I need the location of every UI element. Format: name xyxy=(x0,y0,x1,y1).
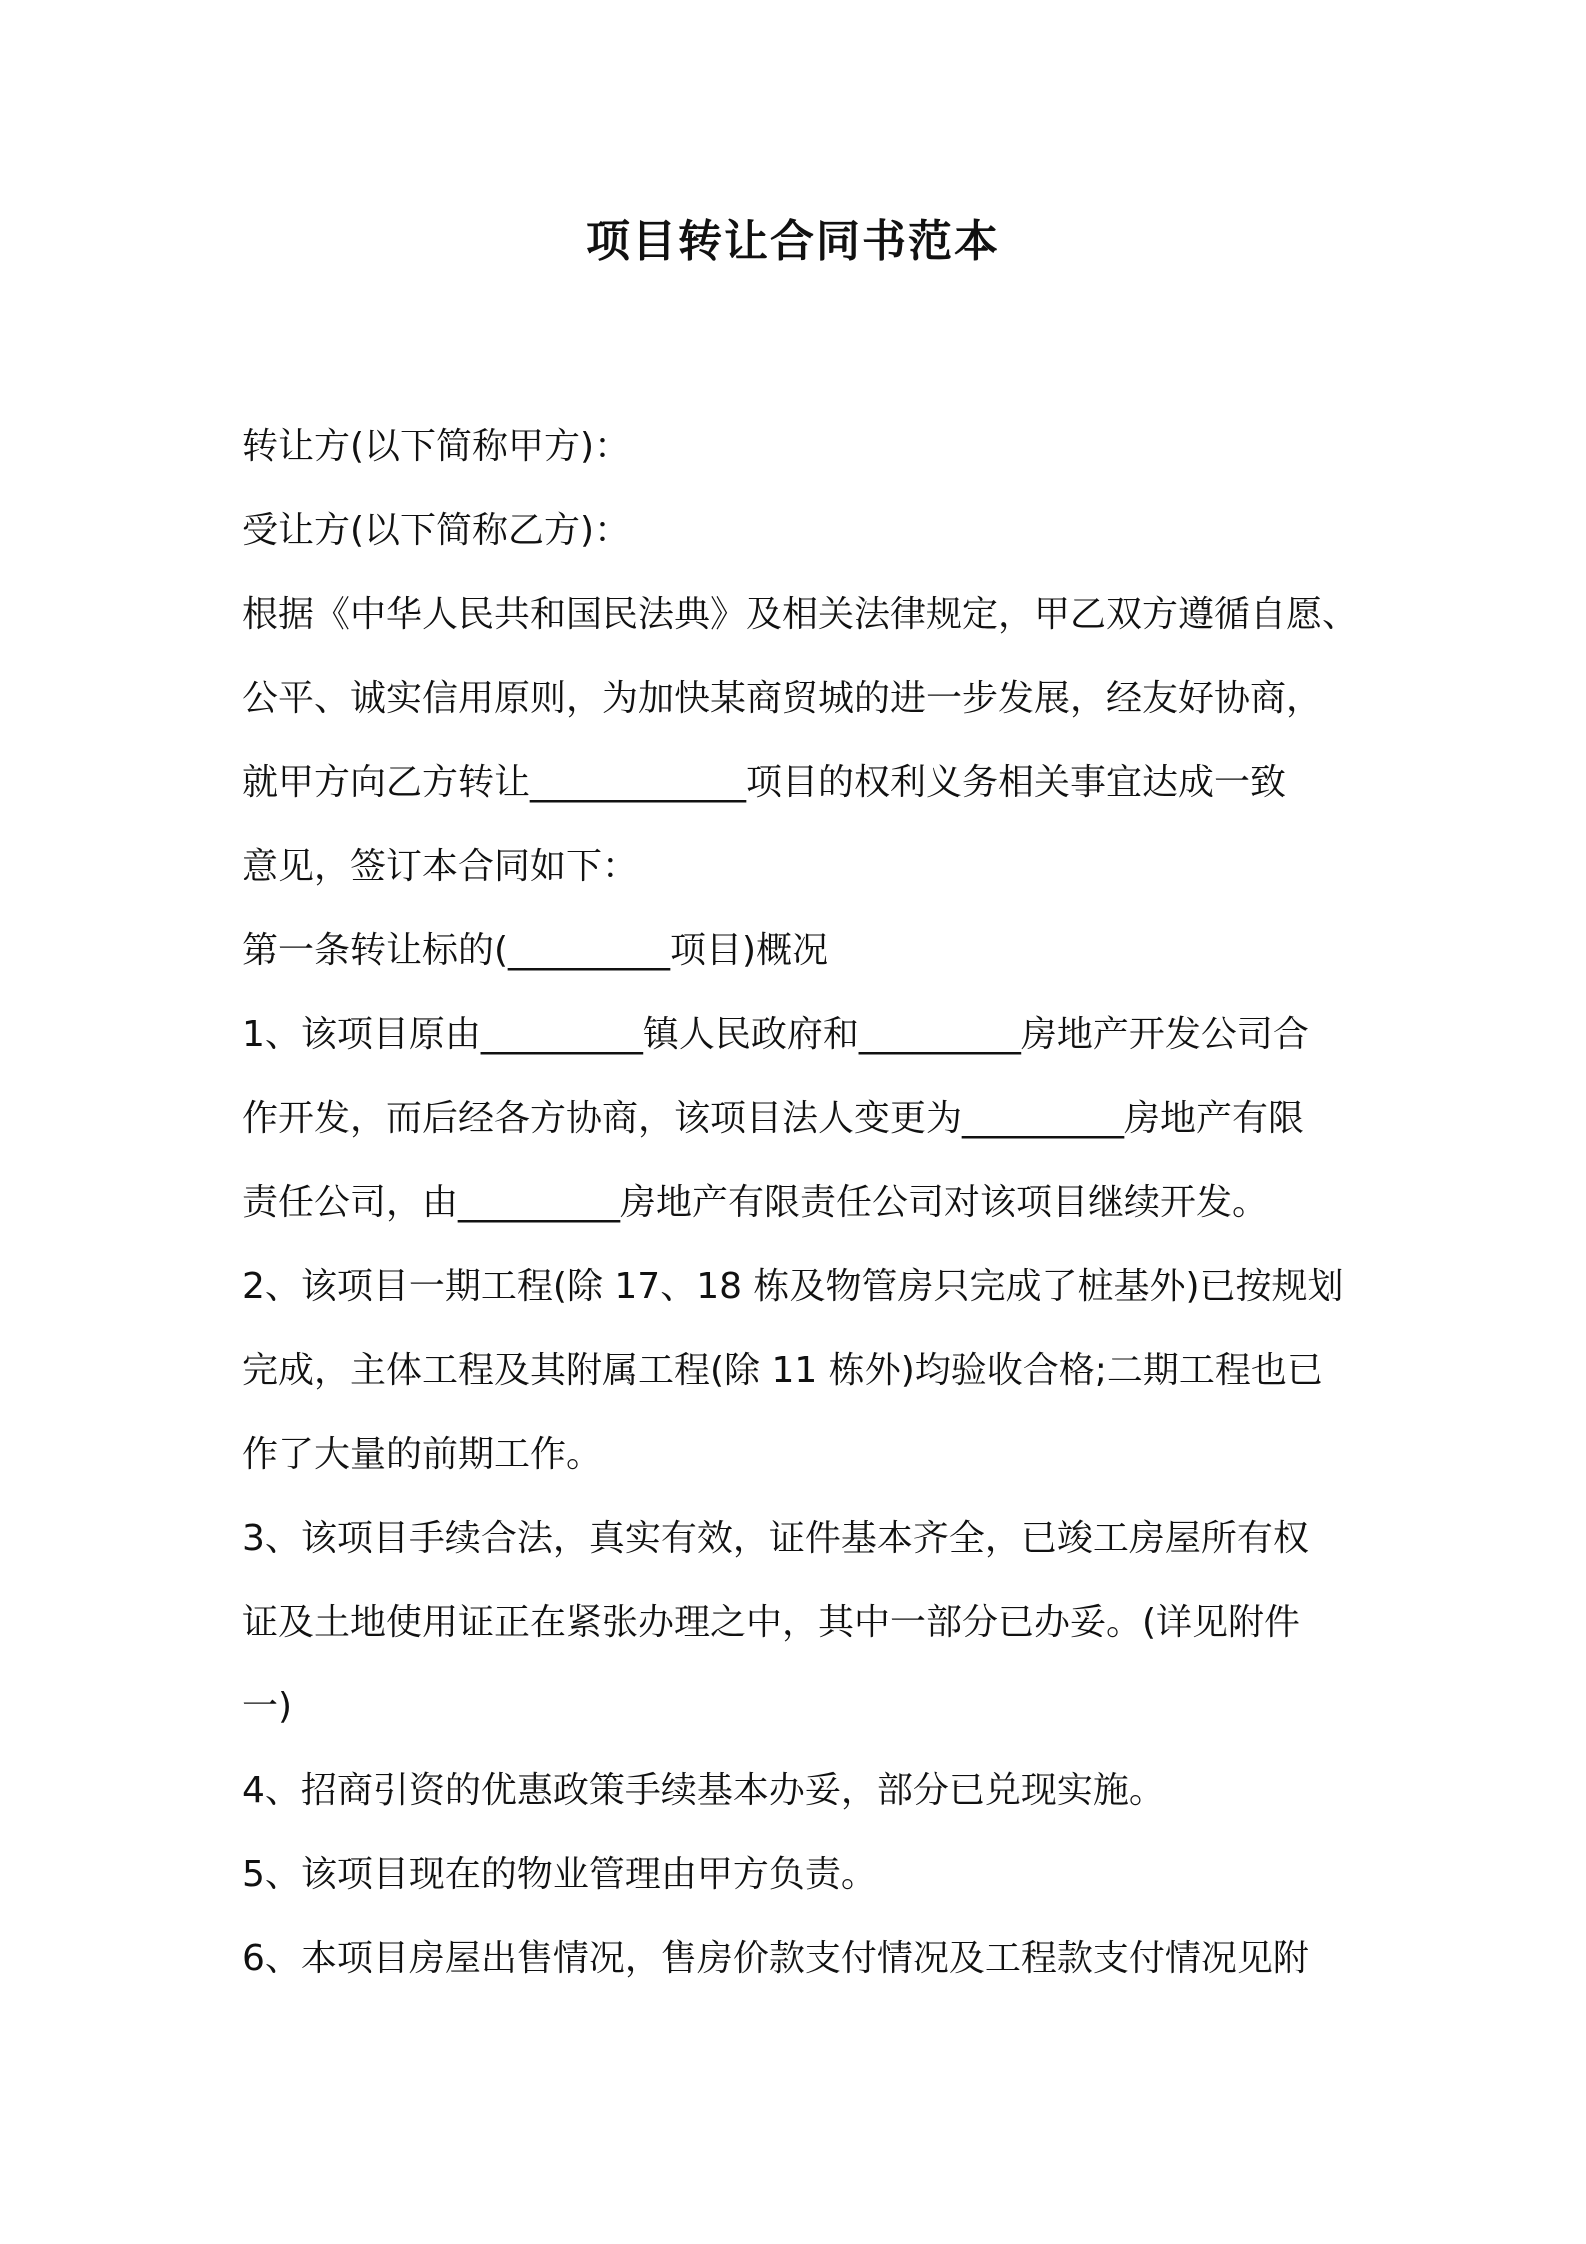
document-body xyxy=(242,405,1362,2001)
preamble-line: 意见，签订本合同如下： xyxy=(242,846,639,887)
preamble-line: 根据《中华人民共和国民法典》及相关法律规定，甲乙双方遵循自愿、 xyxy=(242,594,1359,635)
clause-line: 作开发，而后经各方协商，该项目法人变更为_________房地产有限 xyxy=(242,1098,1305,1139)
clause-line: 证及土地使用证正在紧张办理之中，其中一部分已办妥。(详见附件 xyxy=(242,1602,1301,1643)
party-a-line: 转让方(以下简称甲方)： xyxy=(242,426,631,467)
preamble-line: 就甲方向乙方转让____________项目的权利义务相关事宜达成一致 xyxy=(242,762,1287,803)
clause-line: 作了大量的前期工作。 xyxy=(242,1434,603,1475)
clause-line: 1、该项目原由_________镇人民政府和_________房地产开发公司合 xyxy=(242,1014,1309,1055)
document-title: 项目转让合同书范本 xyxy=(586,216,1000,267)
clause-line: 3、该项目手续合法，真实有效，证件基本齐全，已竣工房屋所有权 xyxy=(242,1518,1309,1559)
preamble-line: 公平、诚实信用原则，为加快某商贸城的进一步发展，经友好协商， xyxy=(242,678,1323,719)
clause-line: 5、该项目现在的物业管理由甲方负责。 xyxy=(242,1854,877,1895)
clause-line: 6、本项目房屋出售情况，售房价款支付情况及工程款支付情况见附 xyxy=(242,1938,1309,1979)
article-heading: 第一条转让标的(_________项目)概况 xyxy=(242,930,829,971)
clause-line: 2、该项目一期工程(除 17、18 栋及物管房只完成了桩基外)已按规划 xyxy=(242,1266,1344,1307)
party-b-line: 受让方(以下简称乙方)： xyxy=(242,510,631,551)
clause-line: 一) xyxy=(242,1686,293,1727)
clause-line: 责任公司，由_________房地产有限责任公司对该项目继续开发。 xyxy=(242,1182,1269,1223)
clause-line: 完成，主体工程及其附属工程(除 11 栋外)均验收合格;二期工程也已 xyxy=(242,1350,1323,1391)
clause-line: 4、招商引资的优惠政策手续基本办妥，部分已兑现实施。 xyxy=(242,1770,1165,1811)
